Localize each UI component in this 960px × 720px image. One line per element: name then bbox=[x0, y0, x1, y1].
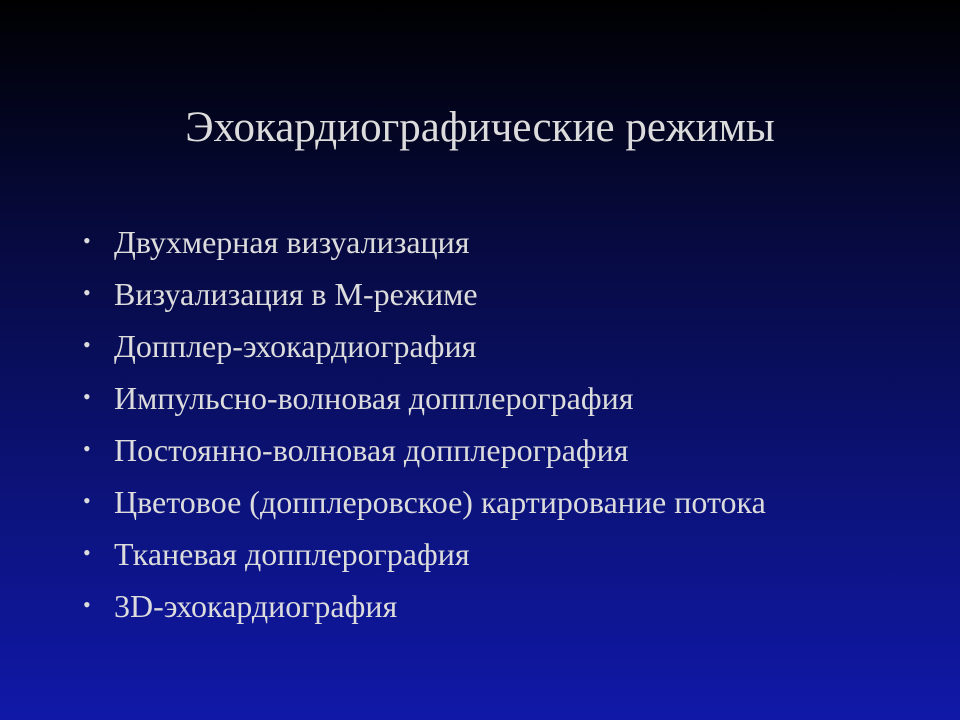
bullet-item bbox=[80, 320, 766, 372]
bullet-list bbox=[80, 216, 766, 632]
bullet-icon: • bbox=[83, 488, 91, 513]
bullet-text: Цветовое (допплеровское) картирование потока bbox=[114, 484, 766, 520]
bullet-text: Допплер-эхокардиография bbox=[114, 328, 477, 364]
bullet-item bbox=[80, 268, 766, 320]
slide-title: Эхокардиографические режимы bbox=[185, 104, 775, 151]
bullet-icon: • bbox=[83, 540, 91, 565]
bullet-text: Визуализация в М-режиме bbox=[114, 276, 478, 312]
bullet-icon: • bbox=[83, 592, 91, 617]
bullet-item bbox=[80, 216, 766, 268]
bullet-item bbox=[80, 580, 766, 632]
bullet-item bbox=[80, 476, 766, 528]
bullet-item bbox=[80, 372, 766, 424]
bullet-text: Двухмерная визуализация bbox=[114, 224, 470, 260]
bullet-icon: • bbox=[83, 384, 91, 409]
bullet-item bbox=[80, 424, 766, 476]
bullet-text: 3D-эхокардиография bbox=[114, 588, 398, 624]
bullet-text: Импульсно-волновая допплерография bbox=[114, 380, 634, 416]
bullet-icon: • bbox=[83, 280, 91, 305]
bullet-icon: • bbox=[83, 332, 91, 357]
bullet-item bbox=[80, 528, 766, 580]
bullet-icon: • bbox=[83, 436, 91, 461]
bullet-text: Постоянно-волновая допплерография bbox=[114, 432, 629, 468]
bullet-text: Тканевая допплерография bbox=[114, 536, 470, 572]
bullet-icon: • bbox=[83, 228, 91, 253]
